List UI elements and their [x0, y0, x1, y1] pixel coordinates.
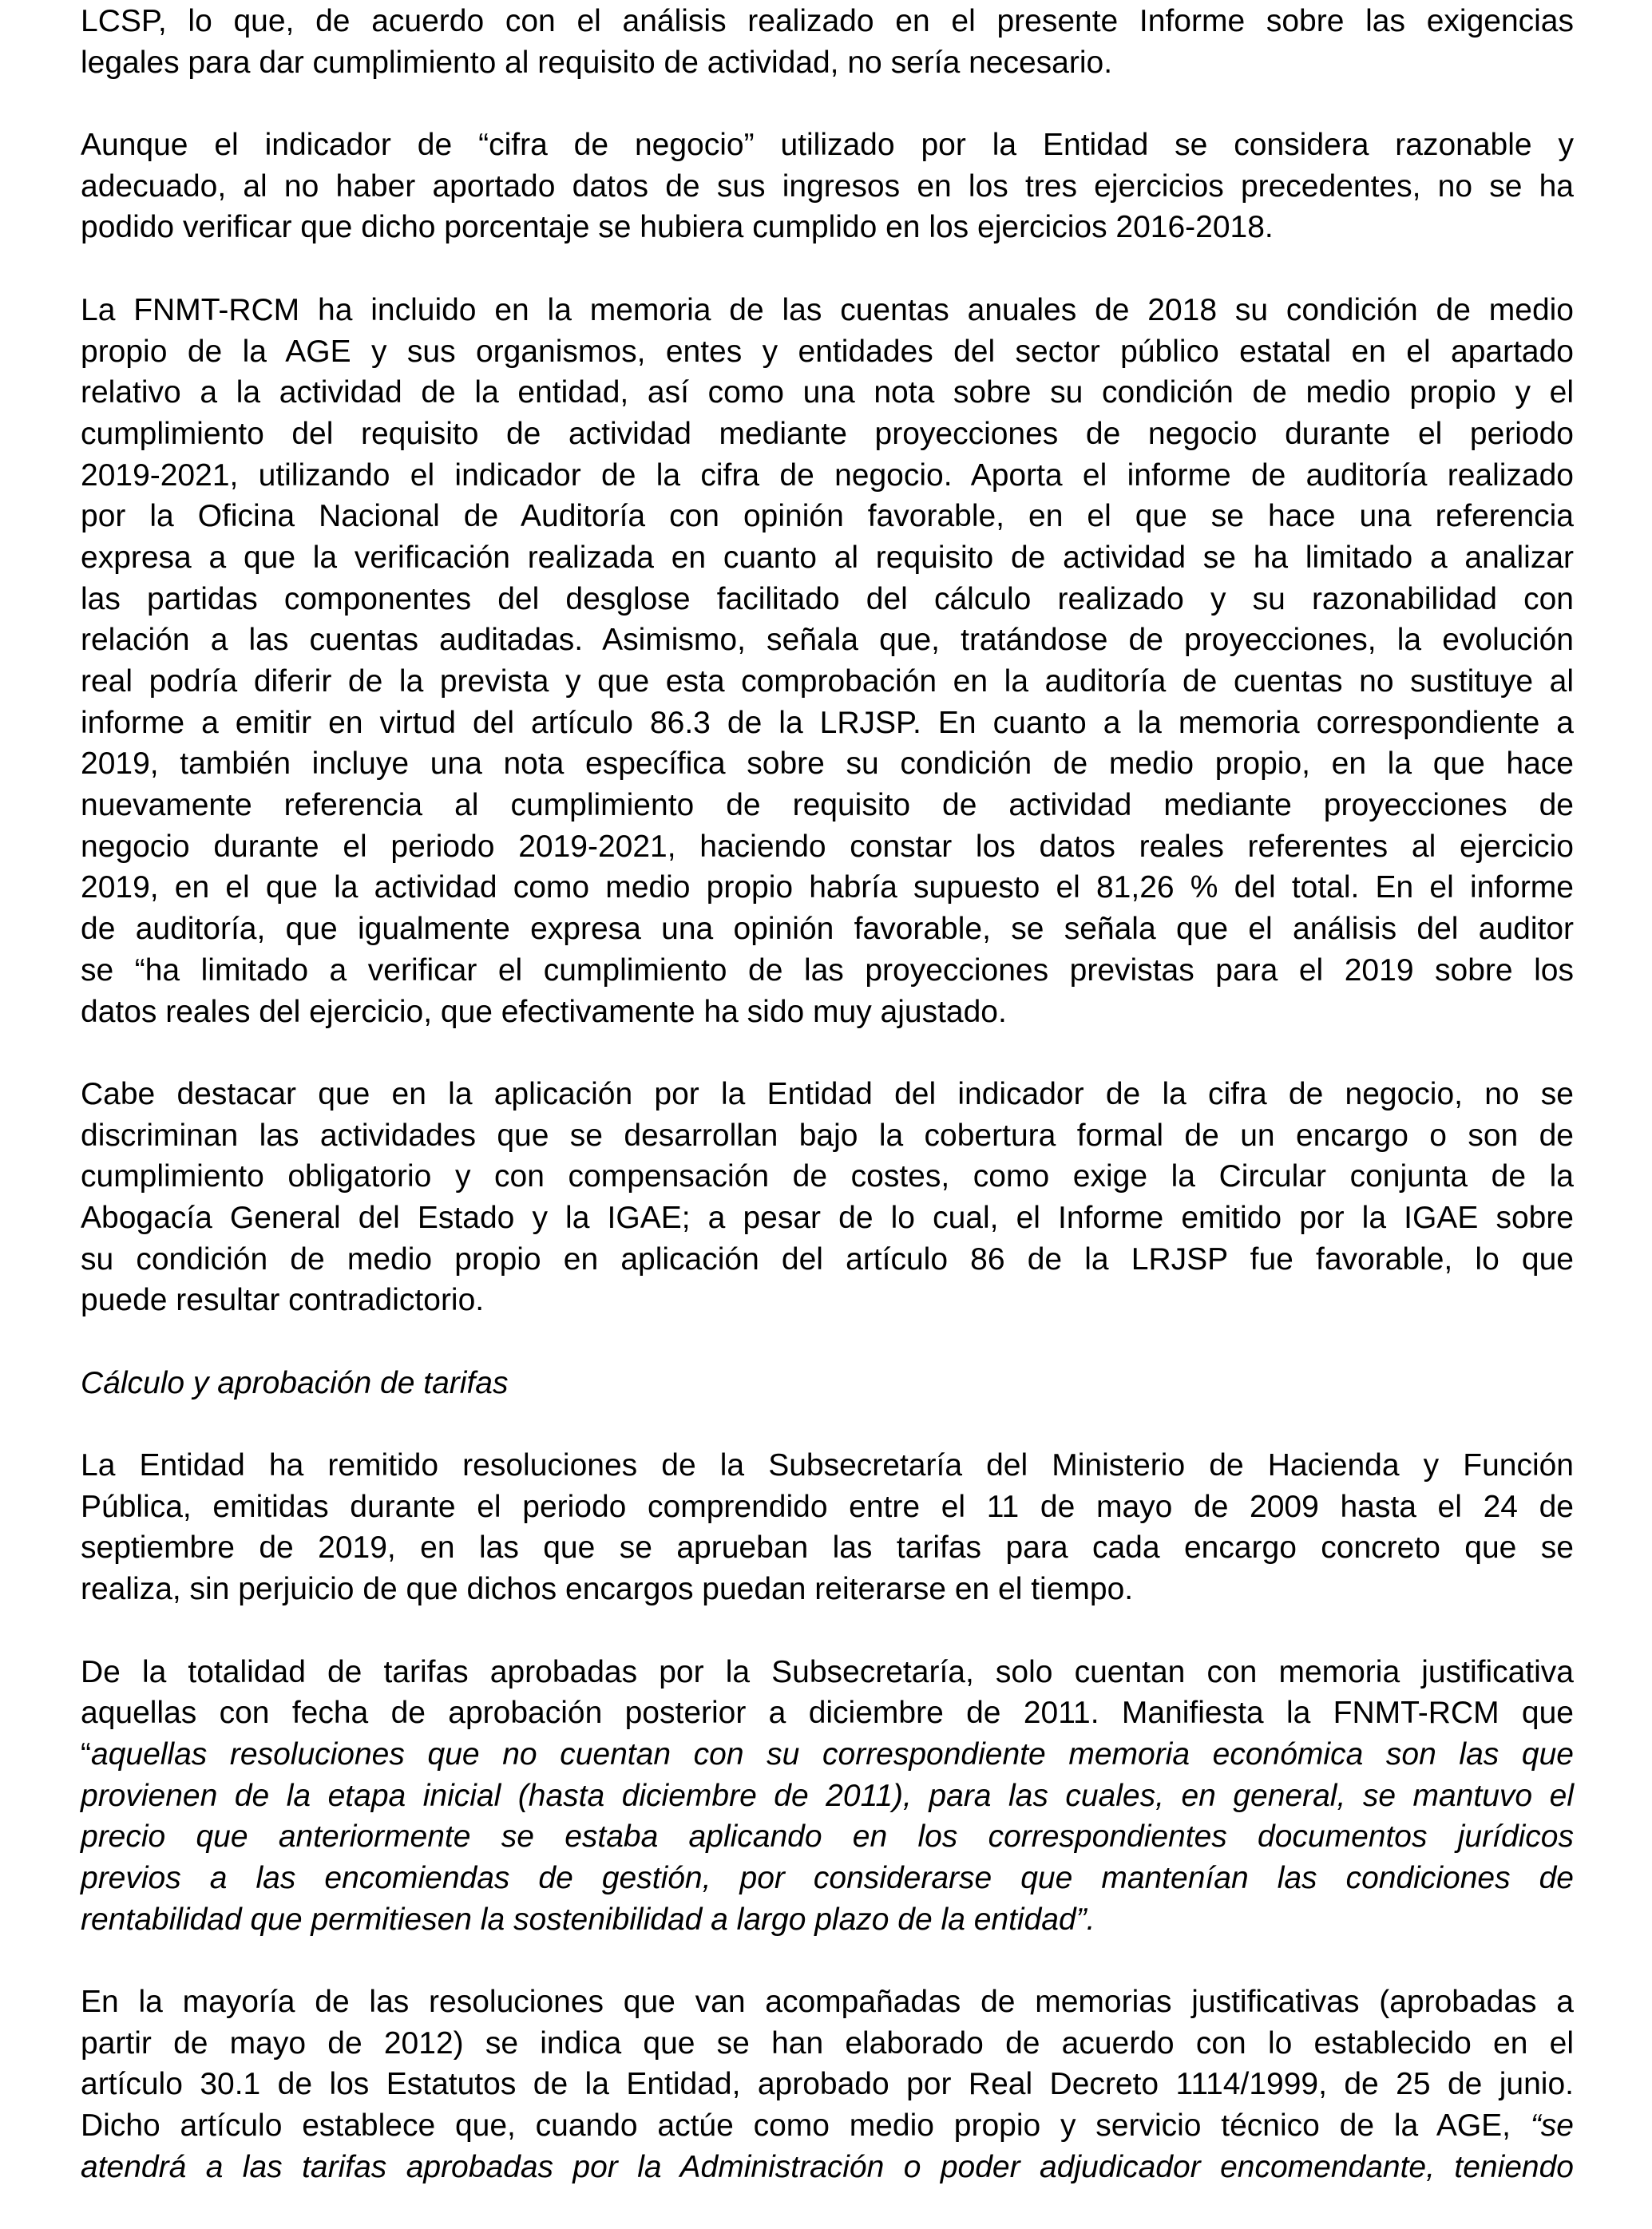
text-line-content	[81, 290, 1574, 331]
text-line	[81, 331, 1574, 373]
text-line	[81, 2023, 1574, 2065]
italic-text: atendrá a las tarifas aprobadas por la Administración o poder adjudicador encomendante, teniendo	[81, 2149, 1574, 2184]
text-line	[81, 826, 1574, 868]
text-line-content	[81, 1734, 1574, 1776]
text: Abogacía General del Estado y la IGAE; a pesar de lo cual, el Informe emitido por la IGAE sobre	[81, 1200, 1574, 1235]
text-line-content	[81, 909, 1574, 950]
text: Aunque el indicador de “cifra de negocio” utilizado por la Entidad se considera razonable y	[81, 128, 1574, 163]
text: legales para dar cumplimiento al requisito de actividad, no sería necesario.	[81, 45, 1113, 80]
text-line	[81, 1074, 1574, 1115]
text: artículo 30.1 de los Estatutos de la Entidad, aprobado por Real Decreto 1114/1999, de 25 de junio.	[81, 2067, 1574, 2102]
text-line	[81, 537, 1574, 579]
text-line	[81, 2064, 1574, 2105]
text-line-content	[81, 703, 1574, 744]
text: cumplimiento del requisito de actividad mediante proyecciones de negocio durante el periodo	[81, 416, 1574, 451]
text-line	[81, 207, 1574, 248]
text: negocio durante el periodo 2019-2021, haciendo constar los datos reales referentes al ejercicio	[81, 829, 1574, 864]
text-line	[81, 1, 1574, 42]
italic-text: rentabilidad que permitiesen la sostenibilidad a largo plazo de la entidad”.	[81, 1902, 1095, 1937]
text-line	[81, 372, 1574, 414]
text-line	[81, 703, 1574, 744]
text-line-content	[81, 1569, 1133, 1610]
text-line-content	[81, 1280, 484, 1321]
text-line	[81, 1156, 1574, 1198]
text-line-content	[81, 1, 1574, 42]
paragraph	[81, 125, 1574, 248]
text-line	[81, 1527, 1574, 1569]
text-line	[81, 785, 1574, 826]
text-line-content	[81, 620, 1574, 661]
text-line-content	[81, 1156, 1574, 1198]
text-line	[81, 1982, 1574, 2023]
paragraph	[81, 290, 1574, 1032]
document-page	[81, 1, 1574, 2229]
text-line	[81, 620, 1574, 661]
text-line-content	[81, 1693, 1574, 1734]
text-line-content	[81, 1858, 1574, 1899]
italic-text: provienen de la etapa inicial (hasta diciembre de 2011), para las cuales, en general, se mantuvo el	[81, 1778, 1574, 1813]
text-line-content	[81, 743, 1574, 785]
text: partir de mayo de 2012) se indica que se han elaborado de acuerdo con lo establecido en el	[81, 2025, 1574, 2061]
text: propio de la AGE y sus organismos, entes y entidades del sector público estatal en el apartado	[81, 334, 1574, 369]
text-line	[81, 950, 1574, 992]
text: por la Oficina Nacional de Auditoría con opinión favorable, en el que se hace una referencia	[81, 499, 1574, 534]
text-line	[81, 166, 1574, 208]
text: adecuado, al no haber aportado datos de sus ingresos en los tres ejercicios precedentes, no se ha	[81, 168, 1574, 204]
text: datos reales del ejercicio, que efectivamente ha sido muy ajustado.	[81, 994, 1007, 1029]
text-line	[81, 496, 1574, 537]
text: discriminan las actividades que se desarrollan bajo la cobertura formal de un encargo o son de	[81, 1118, 1574, 1153]
text-line-content	[81, 1445, 1574, 1487]
text: cumplimiento obligatorio y con compensación de costes, como exige la Circular conjunta de la	[81, 1159, 1574, 1194]
text-line-content	[81, 950, 1574, 992]
text-line-content	[81, 207, 1274, 248]
text: de auditoría, que igualmente expresa una opinión favorable, se señala que el análisis del auditor	[81, 912, 1574, 947]
text: Pública, emitidas durante el periodo comprendido entre el 11 de mayo de 2009 hasta el 24 de	[81, 1489, 1574, 1524]
text-line	[81, 992, 1574, 1033]
text-line-content	[81, 2023, 1574, 2065]
text-line	[81, 579, 1574, 620]
text-line	[81, 42, 1574, 84]
text: La FNMT-RCM ha incluido en la memoria de las cuentas anuales de 2018 su condición de medio	[81, 292, 1574, 327]
paragraph	[81, 1, 1574, 83]
text-line	[81, 909, 1574, 950]
text: 2019-2021, utilizando el indicador de la cifra de negocio. Aporta el informe de auditoría realizado	[81, 457, 1574, 493]
text: En la mayoría de las resoluciones que van acompañadas de memorias justificativas (aprobadas a	[81, 1985, 1574, 2019]
text-line	[81, 1899, 1574, 1941]
text-line	[81, 1816, 1574, 1858]
paragraph	[81, 1445, 1574, 1610]
text: nuevamente referencia al cumplimiento de requisito de actividad mediante proyecciones de	[81, 788, 1574, 823]
text-line	[81, 290, 1574, 331]
text: 2019, también incluye una nota específica sobre su condición de medio propio, en la que hace	[81, 746, 1574, 782]
text-line-content	[81, 785, 1574, 826]
italic-text: “se	[1530, 2108, 1574, 2144]
text: puede resultar contradictorio.	[81, 1283, 485, 1318]
text-line-content	[81, 826, 1574, 868]
text-line	[81, 1363, 1574, 1404]
text-line	[81, 1239, 1574, 1281]
text-line-content	[81, 1363, 508, 1404]
text-line-content	[81, 166, 1574, 208]
text-line	[81, 1487, 1574, 1528]
text-line-content	[81, 1198, 1574, 1239]
text: LCSP, lo que, de acuerdo con el análisis realizado en el presente Informe sobre las exigencias	[81, 4, 1574, 38]
text: expresa a que la verificación realizada en cuanto al requisito de actividad se ha limitado a analizar	[81, 540, 1574, 575]
text-line	[81, 2147, 1574, 2188]
text-line-content	[81, 1982, 1574, 2023]
text: podido verificar que dicho porcentaje se hubiera cumplido en los ejercicios 2016-2018.	[81, 210, 1274, 245]
text-line-content	[81, 1899, 1095, 1941]
text-line	[81, 125, 1574, 166]
text-line-content	[81, 1074, 1574, 1115]
italic-text: aquellas resoluciones que no cuentan con su correspondiente memoria económica son las que	[91, 1736, 1574, 1772]
text-line	[81, 1734, 1574, 1776]
text-line-content	[81, 661, 1574, 703]
text-line	[81, 1693, 1574, 1734]
text-line	[81, 1652, 1574, 1693]
text: 2019, en el que la actividad como medio propio habría supuesto el 81,26 % del total. En el informe	[81, 870, 1574, 905]
text-line	[81, 1280, 1574, 1321]
text-line-content	[81, 372, 1574, 414]
text-line	[81, 1198, 1574, 1239]
text-line-content	[81, 1527, 1574, 1569]
text-line	[81, 743, 1574, 785]
text-line	[81, 661, 1574, 703]
text-line	[81, 2105, 1574, 2147]
text-line-content	[81, 1776, 1574, 1817]
text: real podría diferir de la prevista y que esta comprobación en la auditoría de cuentas no sustituye al	[81, 664, 1574, 699]
paragraph	[81, 1074, 1574, 1321]
text-line	[81, 1115, 1574, 1157]
paragraph	[81, 1982, 1574, 2187]
text-line	[81, 1569, 1574, 1610]
text-line-content	[81, 579, 1574, 620]
text-line-content	[81, 42, 1112, 84]
text-line-content	[81, 1816, 1574, 1858]
text: Cálculo y aprobación de tarifas	[81, 1365, 509, 1400]
italic-text: precio que anteriormente se estaba aplicando en los correspondientes documentos jurídicos	[81, 1819, 1574, 1855]
text-line-content	[81, 1115, 1574, 1157]
text: relación a las cuentas auditadas. Asimismo, señala que, tratándose de proyecciones, la evolución	[81, 623, 1574, 658]
text-line	[81, 455, 1574, 497]
text: Cabe destacar que en la aplicación por la Entidad del indicador de la cifra de negocio, no se	[81, 1076, 1574, 1111]
text-line-content	[81, 496, 1574, 537]
text: La Entidad ha remitido resoluciones de la Subsecretaría del Ministerio de Hacienda y Función	[81, 1448, 1574, 1483]
text: septiembre de 2019, en las que se aprueban las tarifas para cada encargo concreto que se	[81, 1530, 1574, 1566]
italic-text: previos a las encomiendas de gestión, por considerarse que mantenían las condiciones de	[81, 1860, 1574, 1895]
text-line-content	[81, 2147, 1574, 2188]
text-line-content	[81, 2064, 1574, 2105]
text: aquellas con fecha de aprobación posterior a diciembre de 2011. Manifiesta la FNMT-RCM que	[81, 1696, 1574, 1731]
text: se “ha limitado a verificar el cumplimiento de las proyecciones previstas para el 2019 sobre los	[81, 952, 1574, 988]
text-line	[81, 1858, 1574, 1899]
text: “	[81, 1736, 91, 1772]
text-line-content	[81, 1239, 1574, 1281]
section-heading	[81, 1363, 1574, 1404]
paragraph	[81, 1652, 1574, 1941]
text-line-content	[81, 414, 1574, 455]
text-line-content	[81, 2105, 1574, 2147]
text-line	[81, 414, 1574, 455]
text-line	[81, 1776, 1574, 1817]
text-line-content	[81, 125, 1574, 166]
text: relativo a la actividad de la entidad, así como una nota sobre su condición de medio propio y el	[81, 375, 1574, 410]
text-line-content	[81, 867, 1574, 909]
text: las partidas componentes del desglose facilitado del cálculo realizado y su razonabilidad con	[81, 581, 1574, 616]
text-line	[81, 1445, 1574, 1487]
text-line-content	[81, 331, 1574, 373]
text-line-content	[81, 455, 1574, 497]
text-line-content	[81, 1652, 1574, 1693]
text: De la totalidad de tarifas aprobadas por la Subsecretaría, solo cuentan con memoria justificativa	[81, 1654, 1574, 1689]
text-line-content	[81, 992, 1007, 1033]
text: Dicho artículo establece que, cuando actúe como medio propio y servicio técnico de la AGE,	[81, 2108, 1531, 2144]
text: informe a emitir en virtud del artículo 86.3 de la LRJSP. En cuanto a la memoria correspondiente a	[81, 705, 1574, 740]
text: su condición de medio propio en aplicación del artículo 86 de la LRJSP fue favorable, lo que	[81, 1241, 1574, 1277]
text: realiza, sin perjuicio de que dichos encargos puedan reiterarse en el tiempo.	[81, 1572, 1134, 1607]
text-line	[81, 867, 1574, 909]
text-line-content	[81, 1487, 1574, 1528]
text-line-content	[81, 537, 1574, 579]
